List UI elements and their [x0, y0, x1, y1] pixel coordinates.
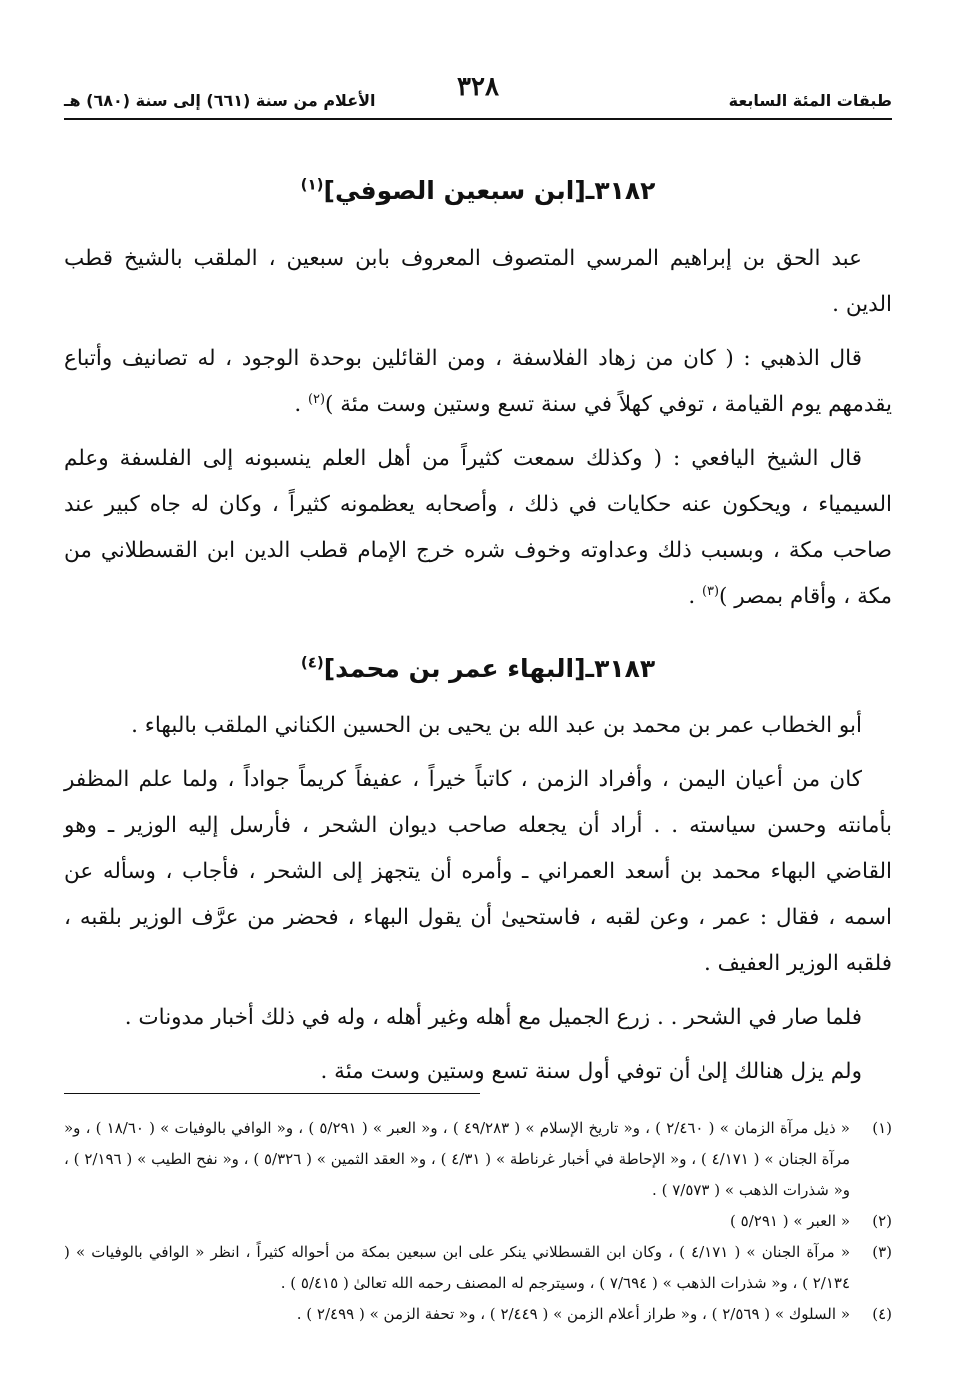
footnote-text: « مرآة الجنان » ( ٤/١٧١ ) ، وكان ابن القسطلاني ينكر على ابن سبعين بمكة من أحواله كثيراً ، انظر « الوافي بالوفيات » ( ٢/١٣٤ ) ، و« شذرات الذهب » ( ٧/٦٩٤ ) ، وسيترجم له المصنف رحمه الله تعالىٰ ( ٥/٤١٥ ) .	[64, 1243, 850, 1292]
entry-number: ٣١٨٢ـ	[585, 176, 656, 205]
footnote-ref: (٢)	[308, 391, 326, 407]
paragraph-text: قال الذهبي : ( كان من زهاد الفلاسفة ، ومن القائلين بوحدة الوجود ، له تصانيف وأتباع يقدمهم يوم القيامة ، توفي كهلاً في سنة تسع وستين وست مئة )	[64, 346, 892, 417]
footnote-number: (٣)	[872, 1243, 892, 1261]
entry-name: [البهاء عمر بن محمد]	[323, 654, 586, 683]
footnote-number: (٤)	[872, 1305, 892, 1323]
paragraph-text: فلما صار في الشحر . . زرع الجميل مع أهله وغير أهله ، وله في ذلك أخبار مدونات .	[124, 1005, 862, 1030]
entry-name: [ابن سبعين الصوفي]	[323, 176, 586, 205]
footnote-rule	[64, 1093, 480, 1094]
footnote-ref: (٣)	[702, 583, 719, 599]
paragraph-text: كان من أعيان اليمن ، وأفراد الزمن ، كاتباً خيراً ، عفيفاً كريماً جواداً ، ولما علم المظفر بأمانته وحسن سياسته . . أراد أن يجعله صاحب ديوان الشحر ، فأرسل إليه الوزير ـ وهو القاضي البهاء محمد بن أسعد العمراني ـ وأمره أن يتجهز إلى الشحر ، فأجاب ، وسأله عن اسمه ، فقال : عمر ، وعن لقبه ، فاستحيىٰ أن يقول البهاء ، فحضر من عرَّف الوزير بلقبه ، فلقبه الوزير العفيف .	[64, 767, 892, 976]
book-page	[64, 0, 892, 1391]
body-paragraph	[64, 436, 892, 620]
footnote-item	[64, 1237, 892, 1299]
entry-title	[64, 176, 892, 205]
paragraph-text: عبد الحق بن إبراهيم المرسي المتصوف المعروف بابن سبعين ، الملقب بالشيخ قطب الدين .	[64, 246, 892, 317]
body-paragraph	[64, 236, 892, 328]
footnote-number: (١)	[872, 1119, 892, 1137]
footnote-text: « السلوك » ( ٢/٥٦٩ ) ، و« طراز أعلام الزمن » ( ٢/٤٤٩ ) ، و« تحفة الزمن » ( ٢/٤٩٩ ) .	[296, 1305, 850, 1323]
body-paragraph	[64, 995, 892, 1041]
body-paragraph	[64, 757, 892, 987]
footnote-number: (٢)	[872, 1212, 892, 1230]
paragraph-text: ولم يزل هنالك إلىٰ أن توفي أول سنة تسع وستين وست مئة .	[320, 1059, 862, 1084]
footnote-ref: (١)	[300, 175, 324, 194]
header-right-title: طبقات المئة السابعة	[728, 91, 892, 110]
footnote-text: « العبر » ( ٥/٢٩١ )	[730, 1212, 850, 1230]
entry-body	[64, 703, 892, 1103]
paragraph-tail: .	[688, 584, 702, 609]
footnote-text: « ذيل مرآة الزمان » ( ٢/٤٦٠ ) ، و« تاريخ الإسلام » ( ٤٩/٢٨٣ ) ، و« العبر » ( ٥/٢٩١ ) ، و« الوافي بالوفيات » ( ١٨/٦٠ ) ، و« مرآة الجنان » ( ٤/١٧١ ) ، و« الإحاطة في أخبار غرناطة » ( ٤/٣١ ) ، و« العقد الثمين » ( ٥/٣٢٦ ) ، و« نفح الطيب » ( ٢/١٩٦ ) ، و« شذرات الذهب » ( ٧/٥٧٣ ) .	[64, 1119, 851, 1199]
header-rule	[64, 118, 892, 120]
body-paragraph	[64, 1049, 892, 1095]
footnote-item	[64, 1113, 892, 1206]
body-paragraph	[64, 336, 892, 428]
paragraph-text: أبو الخطاب عمر بن محمد بن عبد الله بن يحيى بن الحسين الكناني الملقب بالبهاء .	[131, 713, 862, 738]
body-paragraph	[64, 703, 892, 749]
entry-body	[64, 236, 892, 628]
paragraph-text: قال الشيخ اليافعي : ( وكذلك سمعت كثيراً من أهل العلم ينسبونه إلى الفلسفة وعلم السيمياء ، ويحكون عنه حكايات في ذلك ، وأصحابه يعظمونه كثيراً ، وكان له جاه كبير عند صاحب مكة ، وبسبب ذلك وعداوته وخوف شره خرج الإمام قطب الدين ابن القسطلاني من مكة ، وأقام بمصر )	[64, 446, 892, 609]
entry-number: ٣١٨٣ـ	[585, 654, 656, 683]
footnotes	[64, 1113, 892, 1330]
footnote-item	[64, 1206, 892, 1237]
entry-title	[64, 654, 892, 683]
header-left-title: الأعلام من سنة (٦٦١) إلى سنة (٦٨٠) هـ	[64, 91, 376, 110]
paragraph-tail: .	[294, 392, 309, 417]
footnote-ref: (٤)	[300, 653, 324, 672]
page-number: ٣٢٨	[457, 72, 499, 102]
footnote-item	[64, 1299, 892, 1330]
running-header	[64, 72, 892, 110]
